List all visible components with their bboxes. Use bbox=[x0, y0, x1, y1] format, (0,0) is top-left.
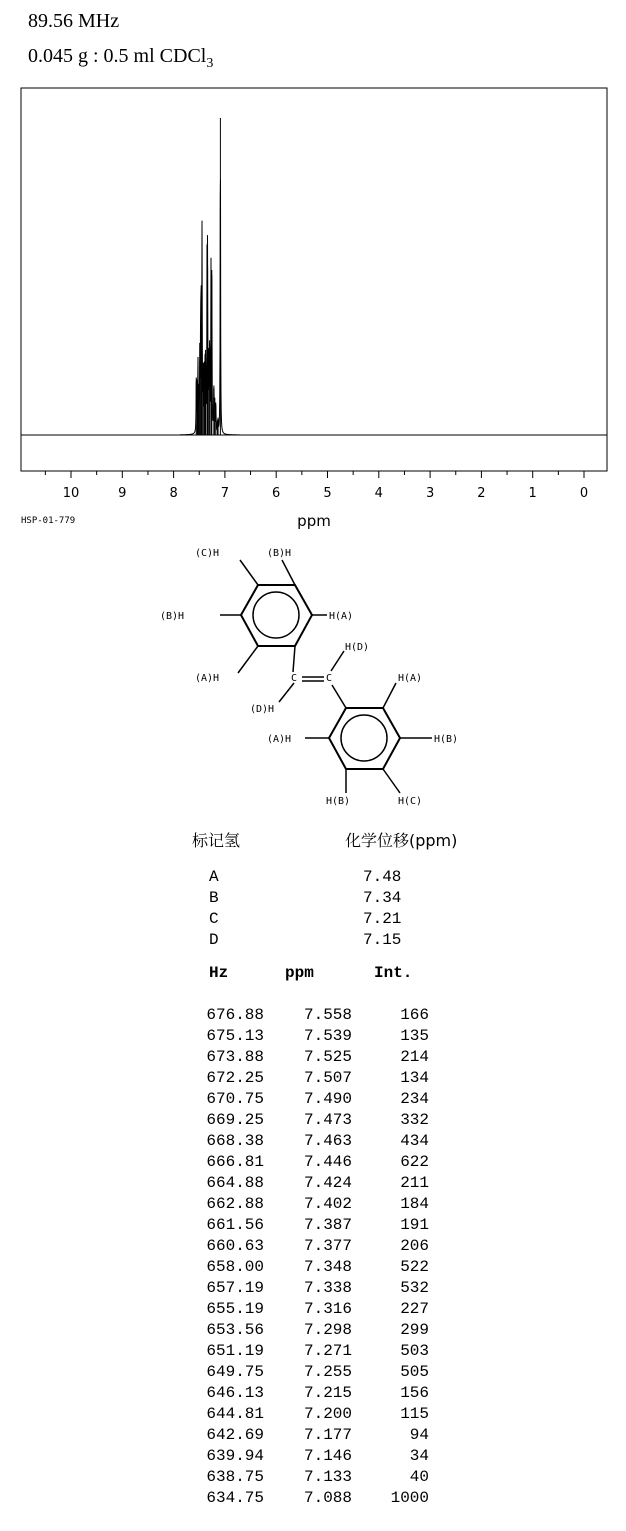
peak-hz: 646.13 bbox=[206, 1384, 264, 1402]
label-hb-ring2-bottom-left: H(B) bbox=[326, 796, 351, 807]
shift-value: 7.21 bbox=[363, 910, 402, 928]
label-bh-top-right: (B)H bbox=[267, 548, 292, 559]
peak-hz: 666.81 bbox=[206, 1153, 264, 1171]
label-ah-bottom-left: (A)H bbox=[195, 673, 220, 684]
x-axis-label: ppm bbox=[297, 512, 331, 530]
peak-hz: 653.56 bbox=[206, 1321, 264, 1339]
peak-ppm: 7.473 bbox=[303, 1111, 352, 1129]
peak-header-int: Int. bbox=[374, 964, 413, 982]
sample-text: 0.045 g : 0.5 ml CDCl bbox=[28, 45, 207, 67]
peak-ppm: 7.088 bbox=[303, 1489, 352, 1507]
peak-hz: 655.19 bbox=[206, 1300, 264, 1318]
spectrometer-frequency: 89.56 MHz bbox=[28, 10, 120, 32]
x-tick-label: 1 bbox=[528, 486, 537, 501]
peak-int: 1000 bbox=[390, 1489, 429, 1507]
peak-int: 503 bbox=[400, 1342, 429, 1360]
peak-ppm: 7.215 bbox=[303, 1384, 352, 1402]
peak-int: 94 bbox=[409, 1426, 429, 1444]
peak-hz: 673.88 bbox=[206, 1048, 264, 1066]
peak-hz: 672.25 bbox=[206, 1069, 264, 1087]
peak-hz: 670.75 bbox=[206, 1090, 264, 1108]
peak-hz: 664.88 bbox=[206, 1174, 264, 1192]
peak-ppm: 7.490 bbox=[303, 1090, 352, 1108]
peak-hz: 675.13 bbox=[206, 1027, 264, 1045]
peak-hz: 649.75 bbox=[206, 1363, 264, 1381]
peak-int: 214 bbox=[400, 1048, 429, 1066]
shift-value: 7.34 bbox=[363, 889, 402, 907]
label-ah-ring2-left: (A)H bbox=[267, 734, 292, 745]
peak-int: 40 bbox=[409, 1468, 429, 1486]
peak-ppm: 7.133 bbox=[303, 1468, 352, 1486]
peak-int: 156 bbox=[400, 1384, 429, 1402]
x-tick-label: 5 bbox=[323, 486, 332, 501]
x-tick-label: 10 bbox=[62, 486, 80, 501]
shift-value: 7.48 bbox=[363, 868, 402, 886]
peak-int: 522 bbox=[400, 1258, 429, 1276]
peak-int: 191 bbox=[400, 1216, 429, 1234]
peak-ppm: 7.387 bbox=[303, 1216, 352, 1234]
peak-hz: 669.25 bbox=[206, 1111, 264, 1129]
peak-ppm: 7.271 bbox=[303, 1342, 352, 1360]
peak-int: 299 bbox=[400, 1321, 429, 1339]
x-tick-label: 7 bbox=[220, 486, 230, 501]
label-c1: C bbox=[291, 673, 298, 684]
peak-int: 505 bbox=[400, 1363, 429, 1381]
benzene-ring-1 bbox=[220, 560, 327, 673]
ticks-layer bbox=[45, 471, 588, 501]
vinyl-bridge bbox=[279, 651, 346, 708]
peak-hz: 661.56 bbox=[206, 1216, 264, 1234]
peak-ppm: 7.298 bbox=[303, 1321, 352, 1339]
peak-int: 134 bbox=[400, 1069, 429, 1087]
peak-header-ppm: ppm bbox=[285, 964, 314, 982]
label-hd-vinyl-top: H(D) bbox=[345, 642, 370, 653]
shift-value: 7.15 bbox=[363, 931, 402, 949]
molecule-structure bbox=[140, 538, 480, 813]
x-tick-label: 8 bbox=[169, 486, 178, 501]
nmr-spectrum-chart bbox=[0, 0, 626, 535]
peak-hz: 668.38 bbox=[206, 1132, 264, 1150]
peak-int: 227 bbox=[400, 1300, 429, 1318]
peak-int: 166 bbox=[400, 1006, 429, 1024]
peak-ppm: 7.200 bbox=[303, 1405, 352, 1423]
label-ha-ring2-top-right: H(A) bbox=[398, 673, 423, 684]
label-ch-top-left: (C)H bbox=[195, 548, 220, 559]
label-hc-ring2-bottom-right: H(C) bbox=[398, 796, 423, 807]
peak-int: 184 bbox=[400, 1195, 429, 1213]
peak-hz: 642.69 bbox=[206, 1426, 264, 1444]
shift-table-header-label: 标记氢 bbox=[192, 831, 241, 850]
peak-int: 532 bbox=[400, 1279, 429, 1297]
peak-hz: 658.00 bbox=[206, 1258, 264, 1276]
peak-hz: 676.88 bbox=[206, 1006, 264, 1024]
peak-hz: 660.63 bbox=[206, 1237, 264, 1255]
peak-ppm: 7.255 bbox=[303, 1363, 352, 1381]
peak-ppm: 7.539 bbox=[303, 1027, 352, 1045]
x-tick-label: 3 bbox=[425, 486, 435, 501]
peak-ppm: 7.177 bbox=[303, 1426, 352, 1444]
peak-int: 206 bbox=[400, 1237, 429, 1255]
peak-hz: 651.19 bbox=[206, 1342, 264, 1360]
shift-label: D bbox=[209, 931, 219, 949]
label-hb-ring2-right: H(B) bbox=[434, 734, 459, 745]
label-ha-right: H(A) bbox=[329, 611, 354, 622]
peaks-layer bbox=[180, 118, 240, 435]
peak-int: 434 bbox=[400, 1132, 429, 1150]
benzene-ring-2 bbox=[305, 683, 432, 793]
peak-int: 115 bbox=[400, 1405, 429, 1423]
plot-frame bbox=[21, 88, 607, 471]
peak-hz: 638.75 bbox=[206, 1468, 264, 1486]
peak-hz: 639.94 bbox=[206, 1447, 264, 1465]
peak-int: 332 bbox=[400, 1111, 429, 1129]
x-tick-label: 6 bbox=[272, 486, 281, 501]
peak-ppm: 7.338 bbox=[303, 1279, 352, 1297]
shift-label: A bbox=[209, 868, 219, 886]
label-dh-vinyl-bottom: (D)H bbox=[250, 704, 275, 715]
label-bh-left: (B)H bbox=[160, 611, 185, 622]
peak-ppm: 7.402 bbox=[303, 1195, 352, 1213]
peak-ppm: 7.424 bbox=[303, 1174, 352, 1192]
peak-int: 234 bbox=[400, 1090, 429, 1108]
peak-int: 34 bbox=[409, 1447, 429, 1465]
peak-hz: 657.19 bbox=[206, 1279, 264, 1297]
peak-ppm: 7.146 bbox=[303, 1447, 352, 1465]
sample-subscript: 3 bbox=[206, 56, 214, 71]
peak-ppm: 7.316 bbox=[303, 1300, 352, 1318]
peak-hz: 634.75 bbox=[206, 1489, 264, 1507]
spectrum-code: HSP-01-779 bbox=[21, 516, 76, 526]
peak-int: 622 bbox=[400, 1153, 429, 1171]
peak-ppm: 7.558 bbox=[303, 1006, 352, 1024]
peak-ppm: 7.348 bbox=[303, 1258, 352, 1276]
peak-ppm: 7.446 bbox=[303, 1153, 352, 1171]
x-tick-label: 2 bbox=[477, 486, 486, 501]
peak-header-hz: Hz bbox=[209, 964, 229, 982]
x-tick-label: 0 bbox=[579, 486, 589, 501]
shift-label: C bbox=[209, 910, 219, 928]
peak-int: 135 bbox=[400, 1027, 429, 1045]
peak-int: 211 bbox=[400, 1174, 429, 1192]
x-tick-label: 9 bbox=[118, 486, 127, 501]
peak-ppm: 7.377 bbox=[303, 1237, 352, 1255]
peak-ppm: 7.525 bbox=[303, 1048, 352, 1066]
peak-hz: 644.81 bbox=[206, 1405, 264, 1423]
peak-ppm: 7.507 bbox=[303, 1069, 352, 1087]
peak-ppm: 7.463 bbox=[303, 1132, 352, 1150]
label-c2: C bbox=[326, 673, 333, 684]
peak-hz: 662.88 bbox=[206, 1195, 264, 1213]
shift-label: B bbox=[209, 889, 219, 907]
x-tick-label: 4 bbox=[374, 486, 383, 501]
shift-table-header-shift: 化学位移(ppm) bbox=[345, 831, 458, 850]
